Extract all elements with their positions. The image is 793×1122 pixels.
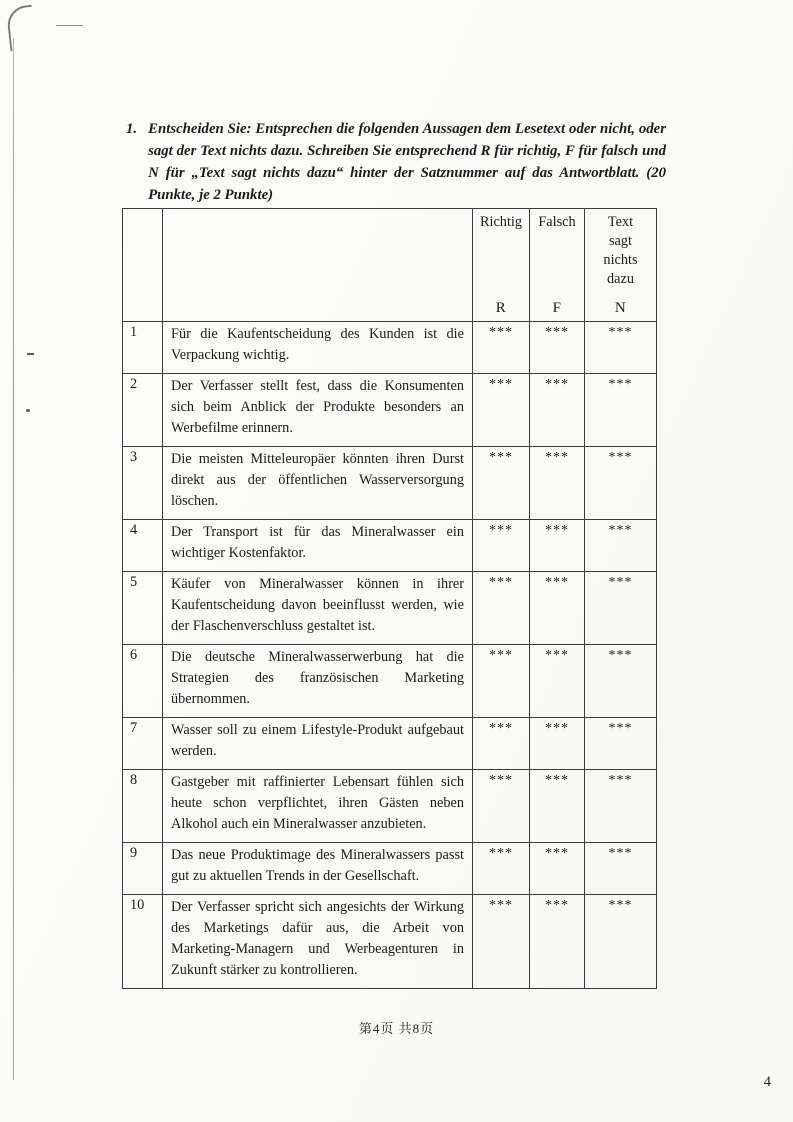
statement-text: Gastgeber mit raffinierter Lebensart fühlen sich heute schon verpflichtet, ihren Gästen neben Alkohol auch ein Mineralwasser anzubieten.	[163, 770, 473, 843]
mark-nichts: ***	[585, 572, 657, 645]
mark-richtig: ***	[473, 843, 530, 895]
instruction-number: 1.	[126, 121, 138, 137]
mark-falsch: ***	[530, 718, 585, 770]
mark-falsch: ***	[530, 322, 585, 374]
table-row	[123, 572, 657, 645]
row-number: 4	[123, 520, 163, 572]
header-falsch-letter: F	[552, 300, 562, 316]
mark-richtig: ***	[473, 718, 530, 770]
header-richtig	[473, 209, 530, 322]
scan-artifact-corner-hook	[6, 5, 36, 51]
mark-falsch: ***	[530, 895, 585, 989]
header-richtig-label: Richtig	[479, 214, 523, 230]
statement-text: Wasser soll zu einem Lifestyle-Produkt aufgebaut werden.	[163, 718, 473, 770]
row-number: 9	[123, 843, 163, 895]
mark-falsch: ***	[530, 843, 585, 895]
header-falsch-label: Falsch	[538, 214, 576, 230]
instruction-paragraph	[126, 118, 666, 206]
mark-nichts: ***	[585, 645, 657, 718]
statement-text: Die deutsche Mineralwasserwerbung hat die Strategien des französischen Marketing übernommen.	[163, 645, 473, 718]
instruction-text: Entscheiden Sie: Entsprechen die folgenden Aussagen dem Lesetext oder nicht, oder sagt der Text nichts dazu. Schreiben Sie entsprechend R für richtig, F für falsch und N für „Text sagt nichts dazu“ hinter der Satznummer auf das Antwortblatt. (20 Punkte, je 2 Punkte)	[148, 121, 666, 203]
mark-nichts: ***	[585, 718, 657, 770]
table-row	[123, 718, 657, 770]
row-number: 2	[123, 374, 163, 447]
header-nichts-dazu	[585, 209, 657, 322]
header-empty-number	[123, 209, 163, 322]
header-richtig-letter: R	[495, 300, 507, 316]
mark-nichts: ***	[585, 895, 657, 989]
mark-richtig: ***	[473, 322, 530, 374]
row-number: 7	[123, 718, 163, 770]
mark-richtig: ***	[473, 770, 530, 843]
scan-artifact-dash	[56, 25, 83, 26]
mark-nichts: ***	[585, 447, 657, 520]
table-row	[123, 447, 657, 520]
row-number: 5	[123, 572, 163, 645]
statement-text: Der Verfasser stellt fest, dass die Konsumenten sich beim Anblick der Produkte besonders an Werbefilme erinnern.	[163, 374, 473, 447]
scan-artifact-edge-line	[13, 38, 14, 1080]
row-number: 6	[123, 645, 163, 718]
table-row	[123, 770, 657, 843]
mark-nichts: ***	[585, 843, 657, 895]
mark-falsch: ***	[530, 374, 585, 447]
table-header-row	[123, 209, 657, 322]
row-number: 10	[123, 895, 163, 989]
row-number: 3	[123, 447, 163, 520]
mark-richtig: ***	[473, 520, 530, 572]
page-number: 4	[763, 1074, 771, 1090]
mark-richtig: ***	[473, 572, 530, 645]
statement-text: Die meisten Mitteleuropäer könnten ihren Durst direkt aus der öffentlichen Wasserversorgung löschen.	[163, 447, 473, 520]
row-number: 1	[123, 322, 163, 374]
mark-nichts: ***	[585, 322, 657, 374]
table-row	[123, 322, 657, 374]
mark-falsch: ***	[530, 645, 585, 718]
scan-artifact-tick	[27, 353, 34, 355]
header-nichts-dazu-label: Text sagt nichts dazu	[603, 214, 638, 287]
mark-falsch: ***	[530, 770, 585, 843]
table-row	[123, 843, 657, 895]
mark-falsch: ***	[530, 572, 585, 645]
statement-text: Das neue Produktimage des Mineralwassers passt gut zu aktuellen Trends in der Gesellschaft.	[163, 843, 473, 895]
mark-richtig: ***	[473, 447, 530, 520]
header-nichts-dazu-letter: N	[614, 300, 627, 316]
statement-text: Käufer von Mineralwasser können in ihrer Kaufentscheidung davon beeinflusst werden, wie der Flaschenverschluss gestaltet ist.	[163, 572, 473, 645]
mark-falsch: ***	[530, 447, 585, 520]
mark-richtig: ***	[473, 895, 530, 989]
mark-nichts: ***	[585, 770, 657, 843]
table-row	[123, 520, 657, 572]
header-empty-statement	[163, 209, 473, 322]
row-number: 8	[123, 770, 163, 843]
header-falsch	[530, 209, 585, 322]
mark-nichts: ***	[585, 374, 657, 447]
statement-text: Der Verfasser spricht sich angesichts der Wirkung des Marketings dafür aus, die Arbeit von Marketing-Managern und Werbeagenturen in Zukunft stärker zu kontrollieren.	[163, 895, 473, 989]
table-row	[123, 645, 657, 718]
mark-nichts: ***	[585, 520, 657, 572]
answer-table	[122, 208, 657, 989]
page-footer: 第4页 共8页	[358, 1021, 435, 1036]
table-row	[123, 895, 657, 989]
statement-text: Der Transport ist für das Mineralwasser ein wichtiger Kostenfaktor.	[163, 520, 473, 572]
table-row	[123, 374, 657, 447]
mark-richtig: ***	[473, 645, 530, 718]
statement-text: Für die Kaufentscheidung des Kunden ist die Verpackung wichtig.	[163, 322, 473, 374]
mark-richtig: ***	[473, 374, 530, 447]
mark-falsch: ***	[530, 520, 585, 572]
scan-artifact-tick	[26, 409, 30, 412]
